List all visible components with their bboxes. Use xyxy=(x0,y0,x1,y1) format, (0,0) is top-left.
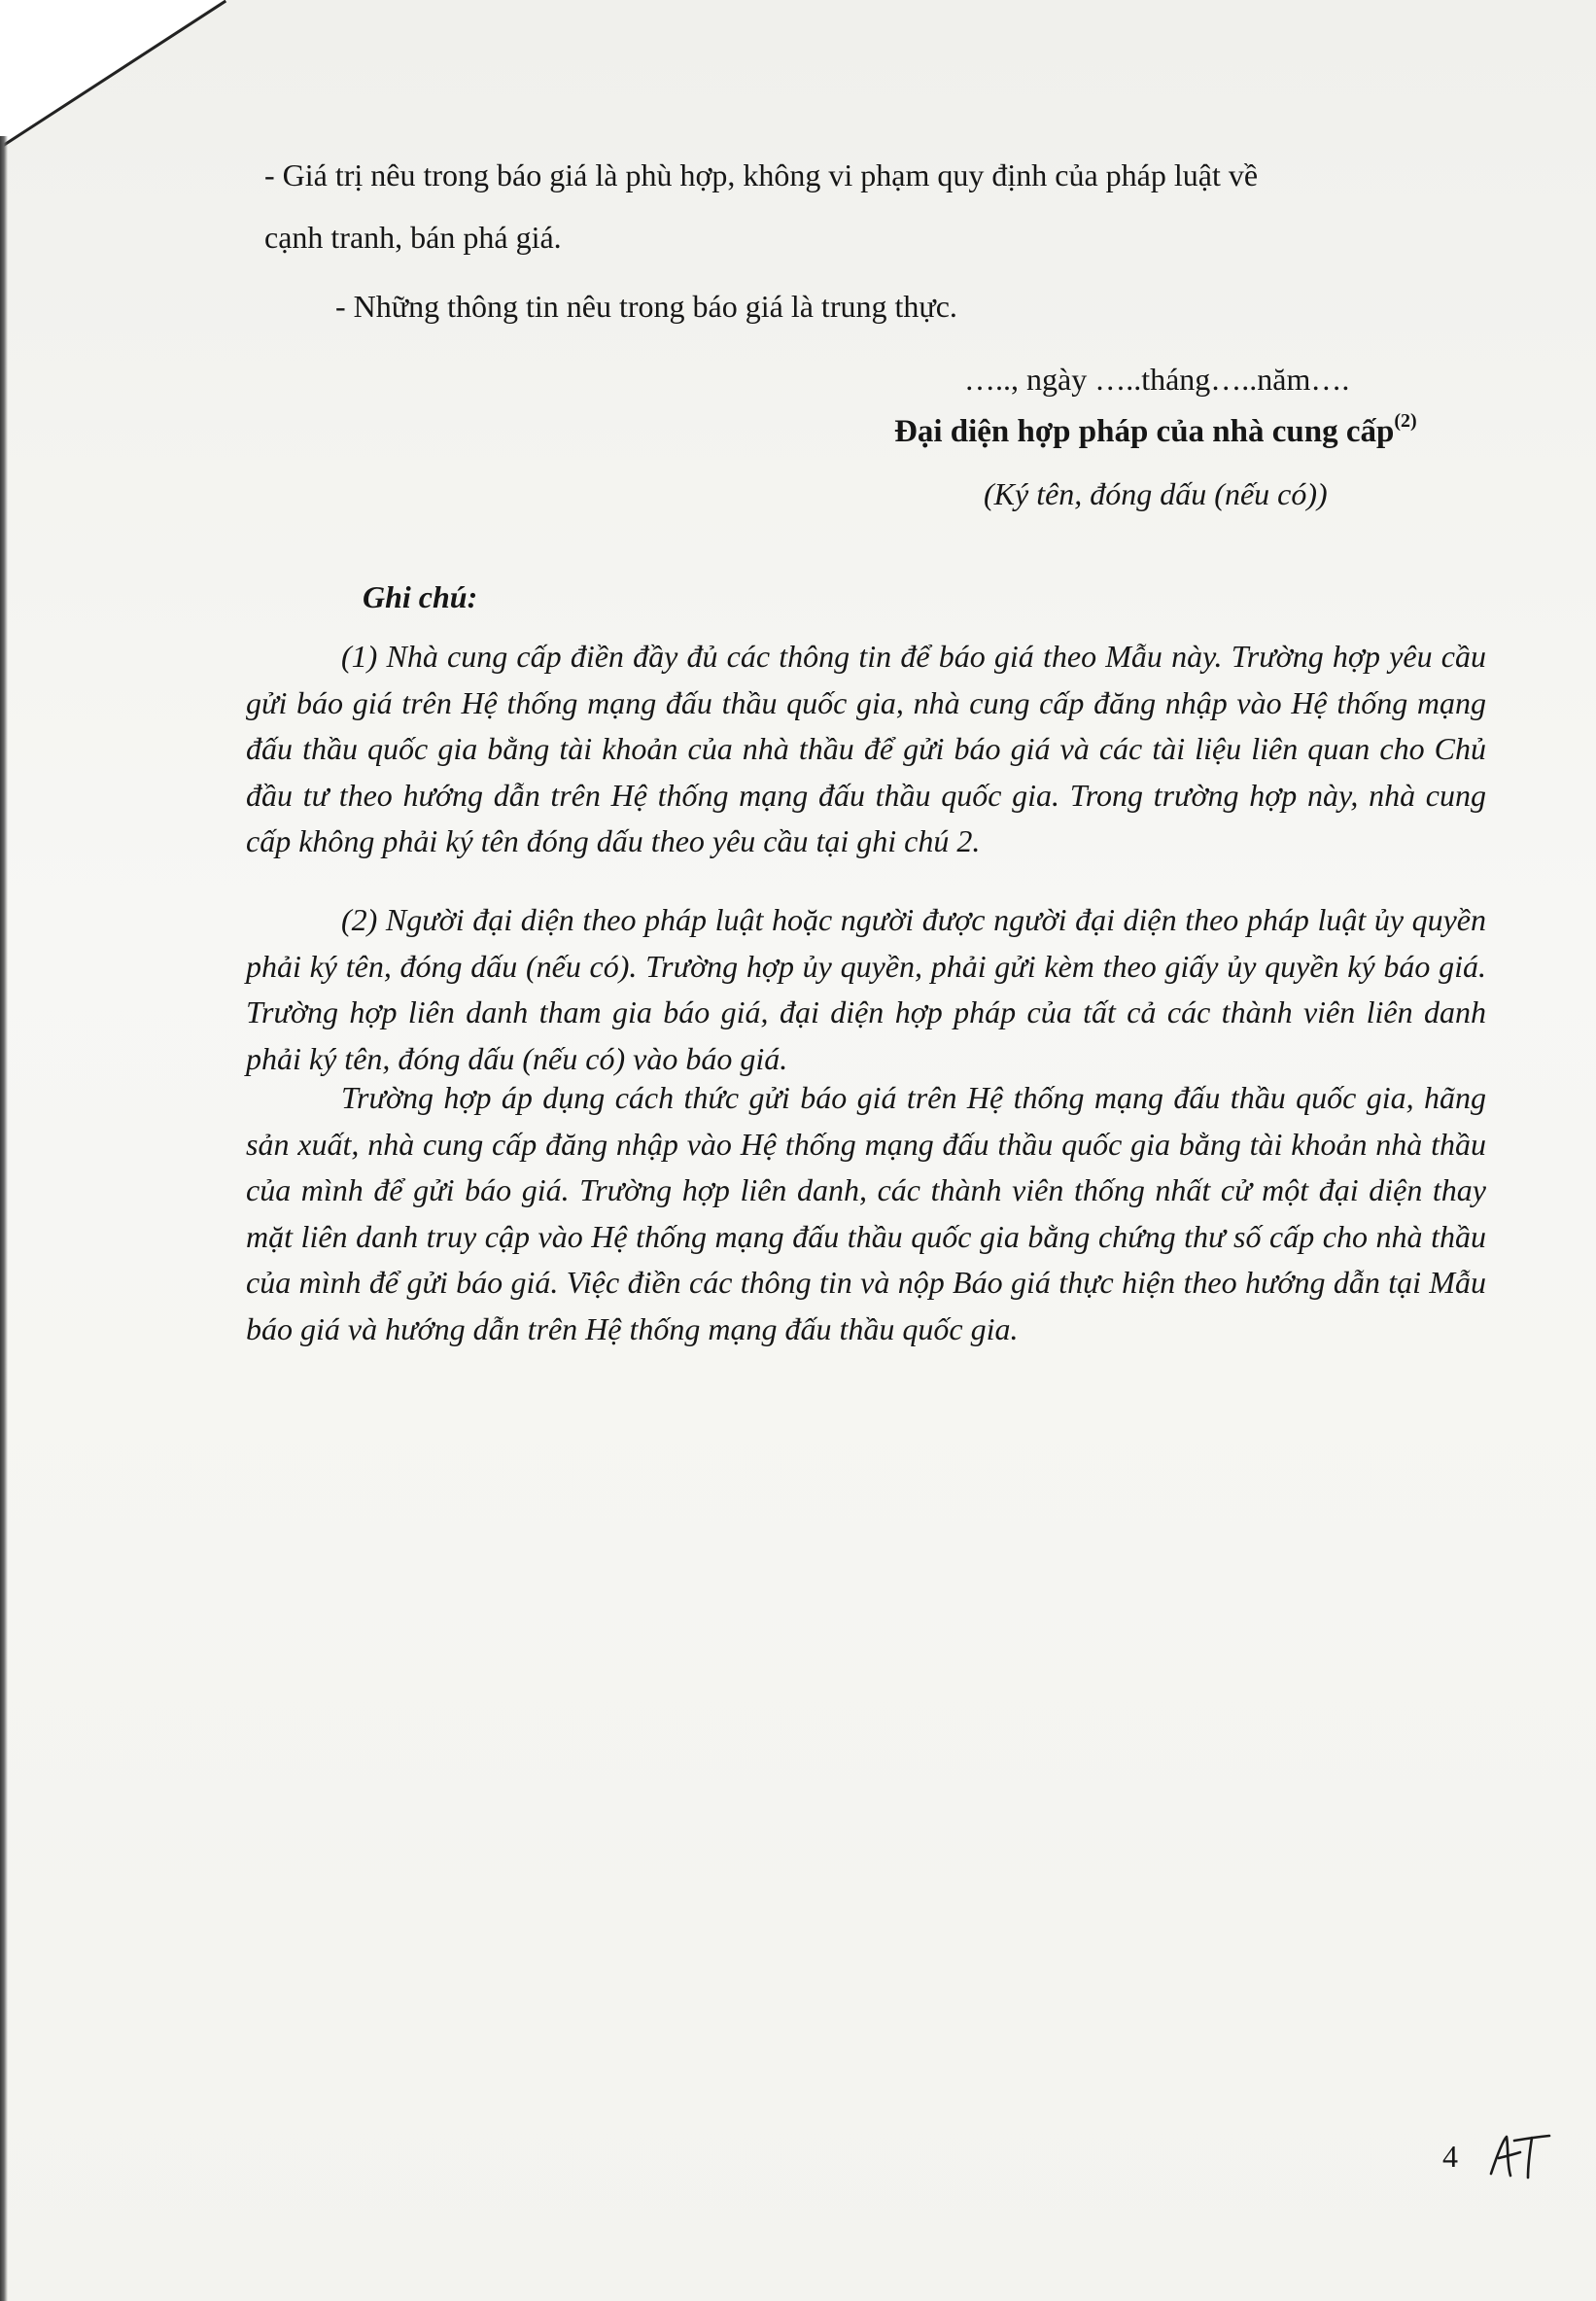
signature-title-text: Đại diện hợp pháp của nhà cung cấp xyxy=(894,414,1395,449)
notes-heading: Ghi chú: xyxy=(363,579,478,614)
paragraph-truthful-info: - Những thông tin nêu trong báo giá là trung thực. xyxy=(335,289,957,324)
paragraph-price-compliance: - Giá trị nêu trong báo giá là phù hợp, không vi phạm quy định của pháp luật về xyxy=(264,157,1259,192)
note-1: (1) Nhà cung cấp điền đầy đủ các thông tin để báo giá theo Mẫu này. Trường hợp yêu cầu gửi báo giá trên Hệ thống mạng đấu thầu quốc gia, nhà cung cấp đăng nhập vào Hệ thống mạng đấu thầu quốc gia bằng tài khoản của nhà thầu để gửi báo giá và các tài liệu liên quan cho Chủ đầu tư theo hướng dẫn trên Hệ thống mạng đấu thầu quốc gia. Trong trường hợp này, nhà cung cấp không phải ký tên đóng dấu theo yêu cầu tại ghi chú 2. xyxy=(246,639,1486,859)
paragraph-price-compliance-continued: cạnh tranh, bán phá giá. xyxy=(264,220,562,255)
page-number: 4 xyxy=(1442,2139,1458,2174)
signature-title-footnote-ref: (2) xyxy=(1394,410,1417,432)
page-left-edge-shadow xyxy=(0,136,8,2301)
handwritten-initials xyxy=(1485,2127,1553,2185)
signature-instruction: (Ký tên, đóng dấu (nếu có)) xyxy=(984,476,1328,511)
note-2: (2) Người đại diện theo pháp luật hoặc người được người đại diện theo pháp luật ủy quyền phải ký tên, đóng dấu (nếu có). Trường hợp ủy quyền, phải gửi kèm theo giấy ủy quyền ký báo giá. Trường hợp liên danh tham gia báo giá, đại diện hợp pháp của tất cả các thành viên liên danh phải ký tên, đóng dấu (nếu có) vào báo giá. xyxy=(246,902,1486,1076)
signature-date-line: ….., ngày …..tháng…..năm…. xyxy=(964,362,1350,397)
note-3: Trường hợp áp dụng cách thức gửi báo giá trên Hệ thống mạng đấu thầu quốc gia, hãng sản xuất, nhà cung cấp đăng nhập vào Hệ thống mạng đấu thầu quốc gia bằng tài khoản nhà thầu của mình để gửi báo giá. Trường hợp liên danh, các thành viên thống nhất cử một đại diện thay mặt liên danh truy cập vào Hệ thống mạng đấu thầu quốc gia bằng chứng thư số cấp cho nhà thầu của mình để gửi báo giá. Việc điền các thông tin và nộp Báo giá thực hiện theo hướng dẫn tại Mẫu báo giá và hướng dẫn trên Hệ thống mạng đấu thầu quốc gia. xyxy=(246,1080,1486,1346)
signature-title xyxy=(894,410,1417,450)
